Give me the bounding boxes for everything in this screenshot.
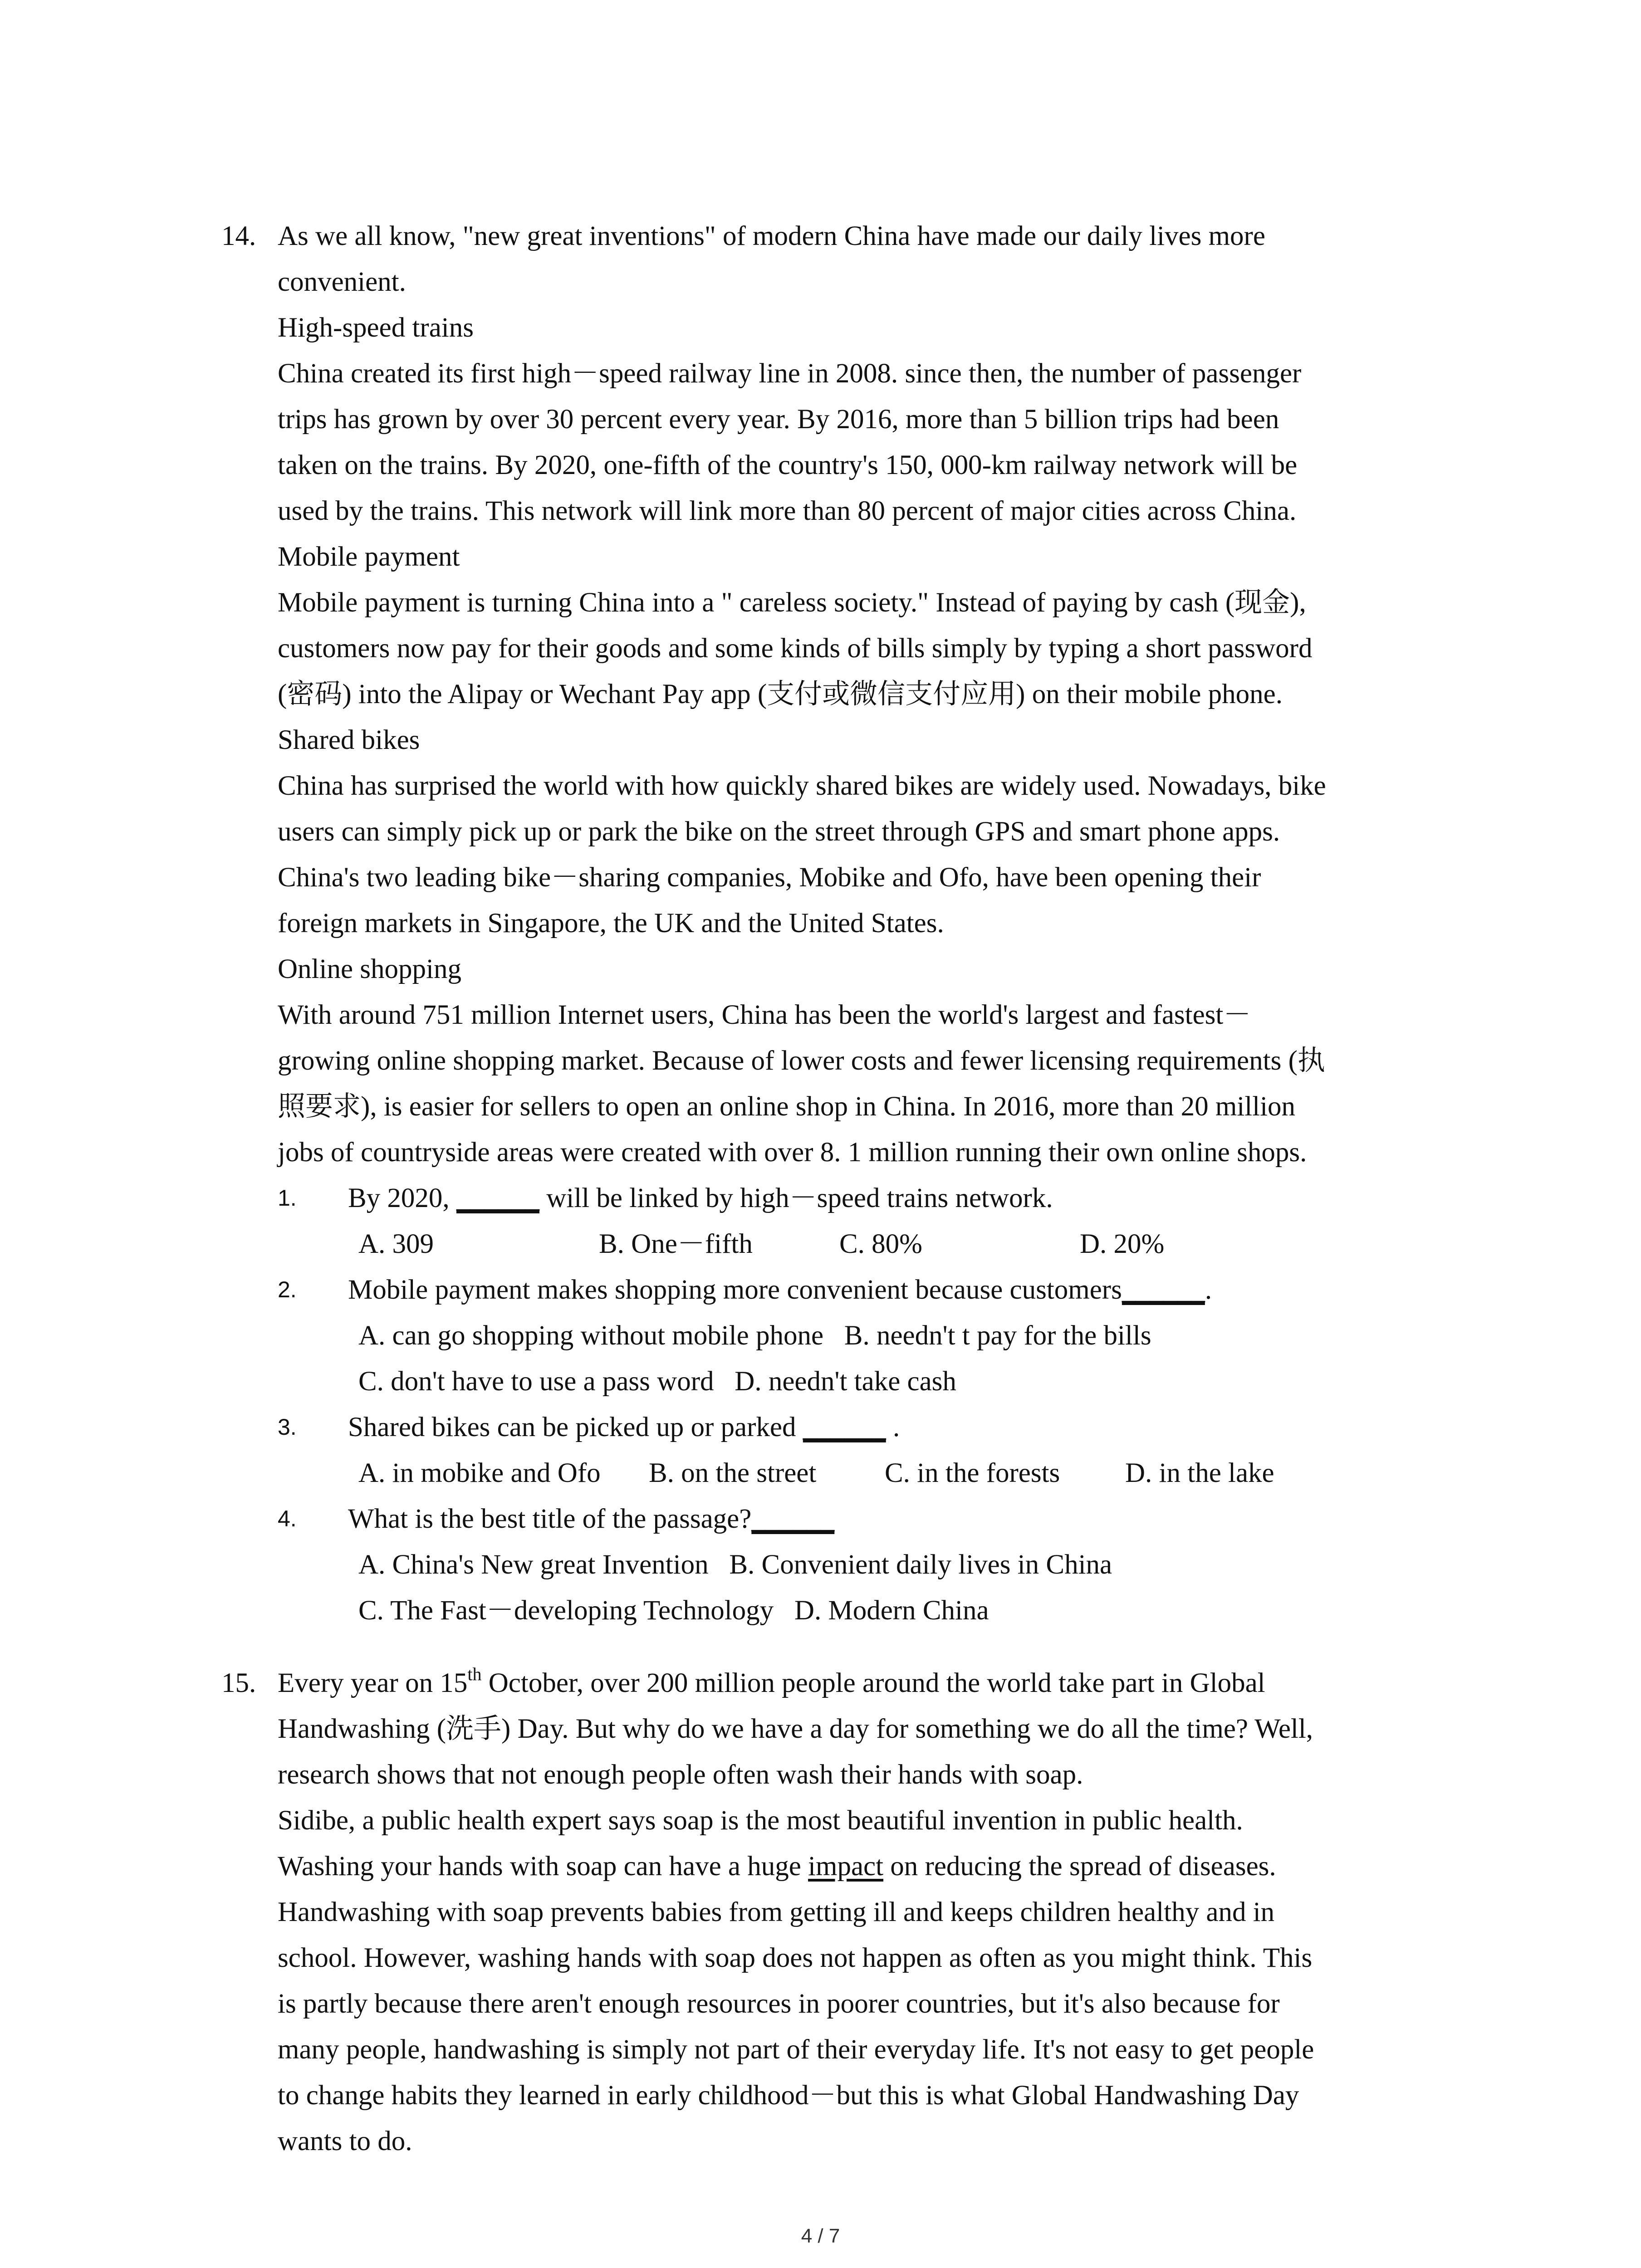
- option-d: D. in the lake: [1125, 1458, 1274, 1488]
- option-c: C. 80%: [839, 1229, 922, 1259]
- question-body: [278, 1660, 1446, 2164]
- passage-line: jobs of countryside areas were created with over 8. 1 million running their own online shops.: [278, 1137, 1307, 1168]
- intro-line: convenient.: [278, 267, 406, 297]
- answer-blank: ______: [456, 1183, 539, 1213]
- page-number: 4 / 7: [801, 2225, 840, 2247]
- passage-line: taken on the trains. By 2020, one-fifth of the country's 150, 000-km railway network will be: [278, 450, 1298, 480]
- option-d: D. needn't take cash: [735, 1366, 956, 1397]
- answer-options: [358, 1313, 1446, 1359]
- option-d: D. Modern China: [794, 1595, 989, 1626]
- passage-line: China created its first high－speed railway line in 2008. since then, the number of passenger: [278, 358, 1302, 389]
- sub-question-4: [278, 1496, 1446, 1633]
- sub-question-stem: Mobile payment makes shopping more convenient because customers______.: [348, 1275, 1212, 1305]
- sub-question-number: 2.: [278, 1277, 297, 1302]
- sub-question-3: [278, 1404, 1446, 1496]
- option-a: A. China's New great Invention: [358, 1549, 709, 1580]
- passage-line: research shows that not enough people often wash their hands with soap.: [278, 1760, 1083, 1790]
- sub-question-number: 4.: [278, 1506, 297, 1531]
- passage-line: wants to do.: [278, 2126, 412, 2156]
- passage-line: Every year on 15th October, over 200 million people around the world take part in Global: [278, 1664, 1265, 1698]
- answer-blank: ______: [751, 1504, 835, 1534]
- option-c: C. don't have to use a pass word: [358, 1366, 714, 1397]
- passage-line: school. However, washing hands with soap does not happen as often as you might think. This: [278, 1943, 1313, 1973]
- option-a: A. can go shopping without mobile phone: [358, 1320, 824, 1351]
- passage-line: trips has grown by over 30 percent every year. By 2016, more than 5 billion trips had been: [278, 404, 1279, 435]
- sub-question-stem: Shared bikes can be picked up or parked ______ .: [348, 1412, 900, 1442]
- question-14: [221, 213, 1446, 1633]
- passage-line: foreign markets in Singapore, the UK and the United States.: [278, 908, 944, 938]
- passage-line: is partly because there aren't enough resources in poorer countries, but it's also because for: [278, 1989, 1280, 2019]
- intro-line: As we all know, "new great inventions" of modern China have made our daily lives more: [278, 221, 1265, 251]
- answer-options: [358, 1450, 1446, 1496]
- option-a: A. in mobike and Ofo: [358, 1458, 601, 1488]
- passage-line: 照要求), is easier for sellers to open an online shop in China. In 2016, more than 20 million: [278, 1091, 1296, 1122]
- question-number: 14.: [221, 221, 256, 251]
- passage-line: Sidibe, a public health expert says soap is the most beautiful invention in public health.: [278, 1805, 1243, 1836]
- option-a: A. 309: [358, 1229, 434, 1259]
- sub-question-1: [278, 1175, 1446, 1267]
- option-b: B. Convenient daily lives in China: [729, 1549, 1112, 1580]
- answer-options: [358, 1588, 1446, 1633]
- answer-options: [358, 1221, 1446, 1267]
- passage-line: China has surprised the world with how quickly shared bikes are widely used. Nowadays, bike: [278, 771, 1326, 801]
- option-c: C. The Fast－developing Technology: [358, 1595, 774, 1626]
- sub-question-2: [278, 1267, 1446, 1404]
- passage-line: Mobile payment is turning China into a " careless society." Instead of paying by cash (现金),: [278, 587, 1306, 618]
- sub-question-number: 1.: [278, 1185, 297, 1211]
- answer-blank: ______: [803, 1412, 886, 1442]
- section-heading: Shared bikes: [278, 725, 420, 755]
- passage-line: China's two leading bike－sharing companies, Mobike and Ofo, have been opening their: [278, 862, 1261, 893]
- answer-options: [358, 1359, 1446, 1404]
- passage-line: (密码) into the Alipay or Wechant Pay app (支付或微信支付应用) on their mobile phone.: [278, 679, 1283, 709]
- option-b: B. One－fifth: [599, 1229, 753, 1259]
- option-c: C. in the forests: [885, 1458, 1060, 1488]
- passage-line: used by the trains. This network will link more than 80 percent of major cities across China.: [278, 496, 1297, 526]
- passage-line: users can simply pick up or park the bike on the street through GPS and smart phone apps.: [278, 816, 1280, 847]
- passage-line: many people, handwashing is simply not part of their everyday life. It's not easy to get people: [278, 2034, 1314, 2065]
- option-b: B. needn't t pay for the bills: [844, 1320, 1151, 1351]
- passage-line: Handwashing with soap prevents babies from getting ill and keeps children healthy and in: [278, 1897, 1275, 1927]
- question-body: [278, 213, 1446, 1633]
- passage-line: to change habits they learned in early childhood－but this is what Global Handwashing Day: [278, 2080, 1299, 2111]
- answer-options: [358, 1542, 1446, 1588]
- passage-line: With around 751 million Internet users, China has been the world's largest and fastest－: [278, 1000, 1251, 1030]
- option-b: B. on the street: [649, 1458, 817, 1488]
- passage-line: Handwashing (洗手) Day. But why do we have a day for something we do all the time? Well,: [278, 1714, 1313, 1744]
- question-15: [221, 1660, 1446, 2164]
- passage-line: Washing your hands with soap can have a huge impact on reducing the spread of diseases.: [278, 1851, 1276, 1882]
- section-heading: Mobile payment: [278, 542, 460, 572]
- passage-line: customers now pay for their goods and some kinds of bills simply by typing a short password: [278, 633, 1313, 664]
- section-heading: High-speed trains: [278, 313, 474, 343]
- sub-question-stem: What is the best title of the passage?______: [348, 1504, 835, 1534]
- passage-line: growing online shopping market. Because of lower costs and fewer licensing requirements (执: [278, 1046, 1325, 1076]
- section-heading: Online shopping: [278, 954, 461, 984]
- underlined-word: impact: [808, 1851, 884, 1882]
- answer-blank: ______: [1122, 1275, 1205, 1305]
- question-number: 15.: [221, 1668, 256, 1698]
- sub-question-stem: By 2020, ______ will be linked by high－speed trains network.: [348, 1183, 1053, 1213]
- sub-question-number: 3.: [278, 1414, 297, 1440]
- option-d: D. 20%: [1080, 1229, 1165, 1259]
